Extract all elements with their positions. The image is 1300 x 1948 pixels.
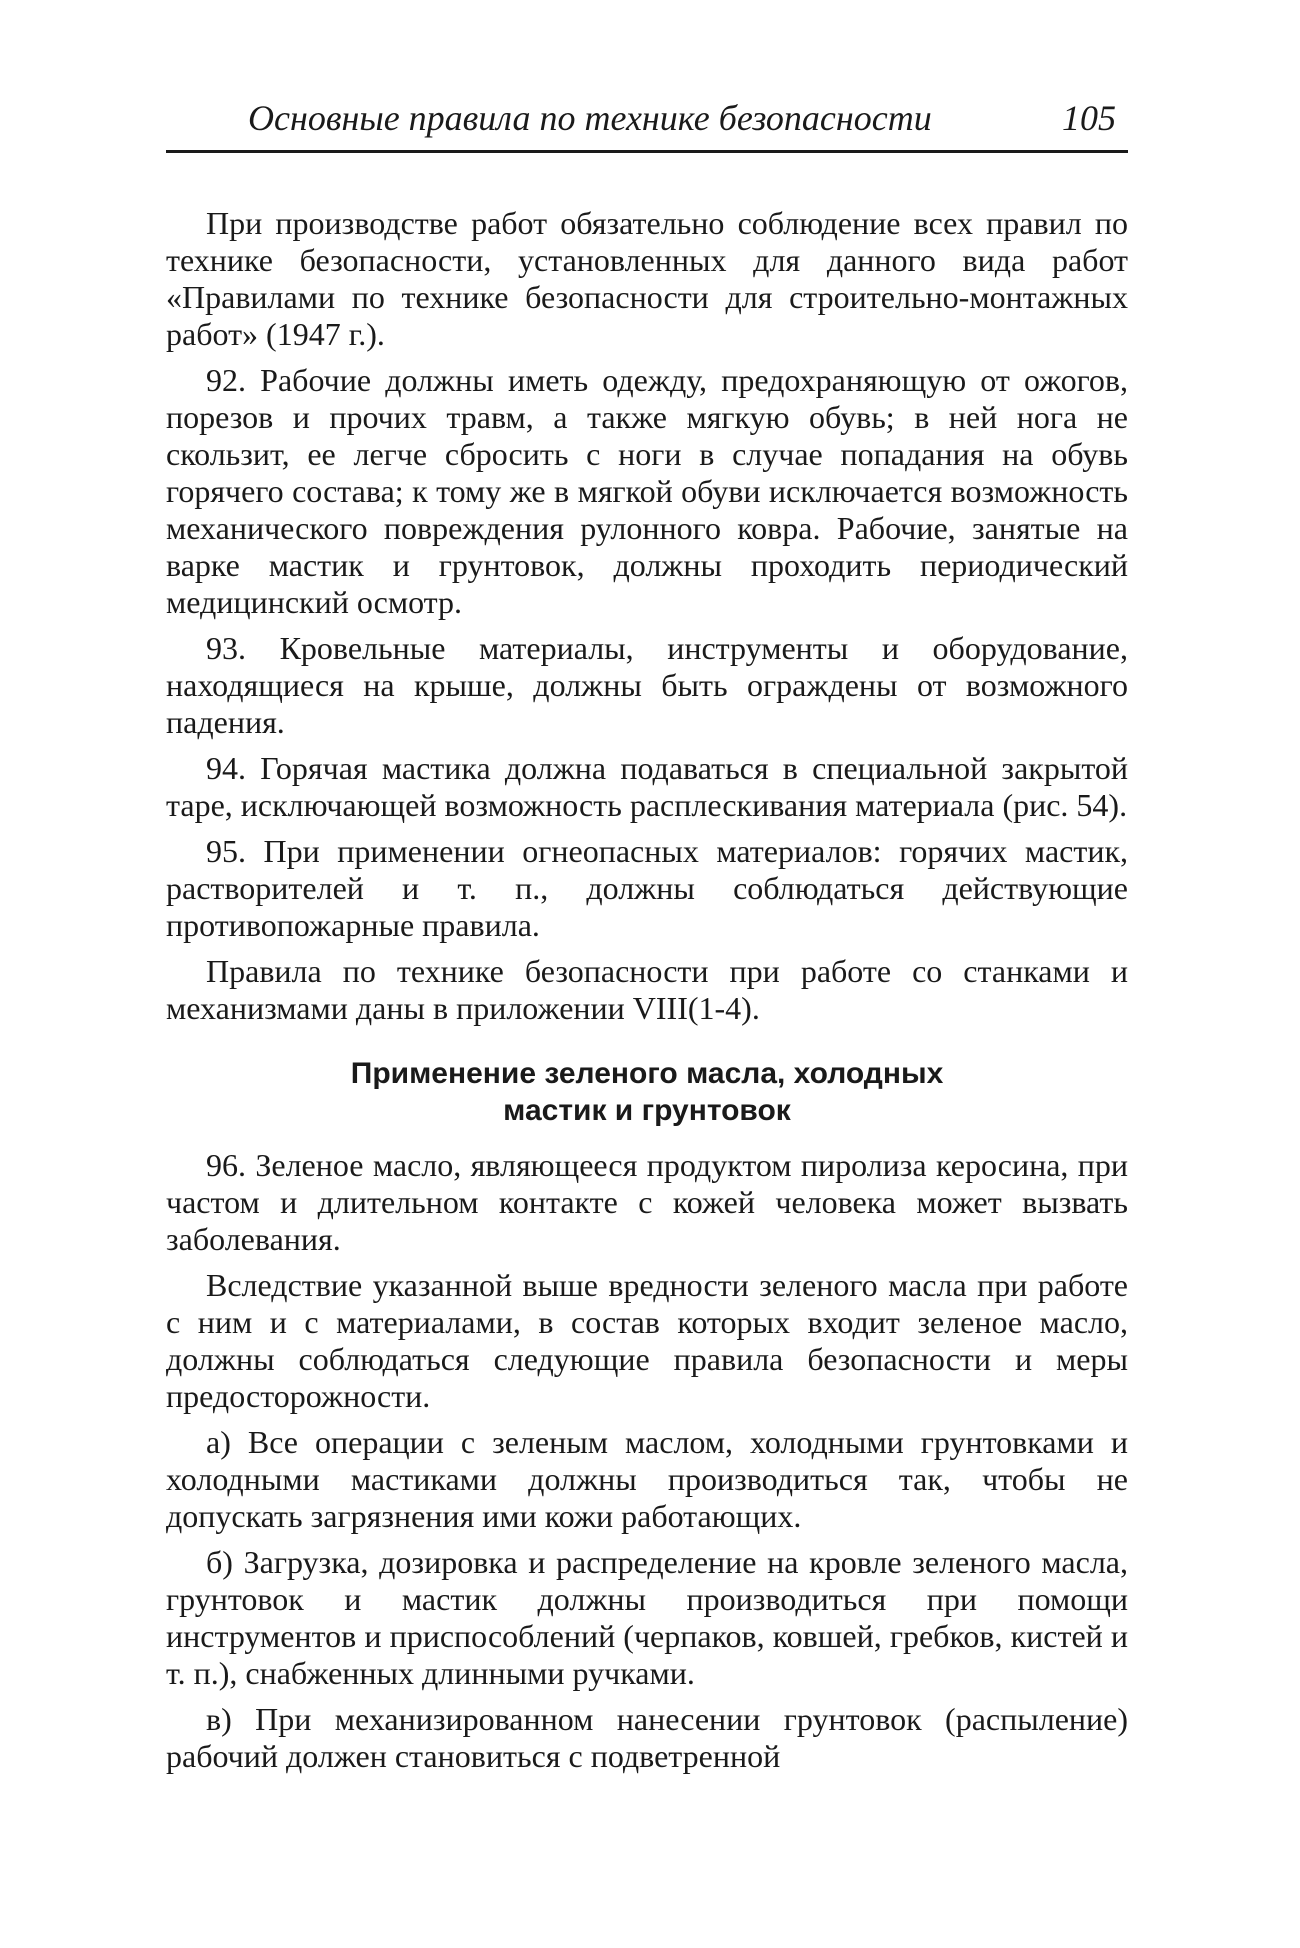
paragraph-93: 93. Кровельные материалы, инструменты и оборудование, находящиеся на крыше, должны быть ограждены от возможного падения. (166, 630, 1128, 740)
header-rule (166, 150, 1128, 153)
paragraph-96: 96. Зеленое масло, являющееся продуктом пиролиза керосина, при частом и длительном контакте с кожей человека может вызвать заболевания. (166, 1147, 1128, 1257)
paragraph-94: 94. Горячая мастика должна подаваться в специальной закрытой таре, исключающей возможность расплескивания материала (рис. 54). (166, 750, 1128, 823)
paragraph-92: 92. Рабочие должны иметь одежду, предохраняющую от ожогов, порезов и прочих травм, а также мягкую обувь; в ней нога не скользит, ее легче сбросить с ноги в случае попадания на обувь горячего состава; к тому же в мягкой обуви исключается возможность механического повреждения рулонного ковра. Рабочие, занятые на варке мастик и грунтовок, должны проходить периодический медицинский осмотр. (166, 362, 1128, 620)
paragraph-item-v: в) При механизированном нанесении грунтовок (распыление) рабочий должен становиться с подветренной (166, 1701, 1128, 1774)
paragraph-precautions: Вследствие указанной выше вредности зеленого масла при работе с ним и с материалами, в состав которых входит зеленое масло, должны соблюдаться следующие правила безопасности и меры предосторожности. (166, 1267, 1128, 1414)
book-page (166, 92, 1128, 1784)
body-text (166, 205, 1128, 1775)
section-heading-line-1: Применение зеленого масла, холодных (350, 1057, 944, 1090)
paragraph-intro: При производстве работ обязательно соблюдение всех правил по технике безопасности, установленных для данного вида работ «Правилами по технике безопасности для строительно-монтажных работ» (1947 г.). (166, 205, 1128, 352)
paragraph-item-a: а) Все операции с зеленым маслом, холодными грунтовками и холодными мастиками должны производиться так, чтобы не допускать загрязнения ими кожи работающих. (166, 1424, 1128, 1534)
section-heading-line-2: мастик и грунтовок (503, 1094, 791, 1127)
section-heading (166, 1055, 1128, 1129)
paragraph-95: 95. При применении огнеопасных материалов: горячих мастик, растворителей и т. п., должны соблюдаться действующие противопожарные правила. (166, 833, 1128, 943)
paragraph-item-b: б) Загрузка, дозировка и распределение на кровле зеленого масла, грунтовок и мастик должны производиться при помощи инструментов и приспособлений (черпаков, ковшей, гребков, кистей и т. п.), снабженных длинными ручками. (166, 1544, 1128, 1691)
page-number: 105 (1062, 98, 1116, 138)
running-head (166, 92, 1128, 144)
paragraph-appendix-note: Правила по технике безопасности при работе со станками и механизмами даны в приложении VIII(1-4). (166, 953, 1128, 1026)
running-title: Основные правила по технике безопасности (248, 98, 932, 138)
